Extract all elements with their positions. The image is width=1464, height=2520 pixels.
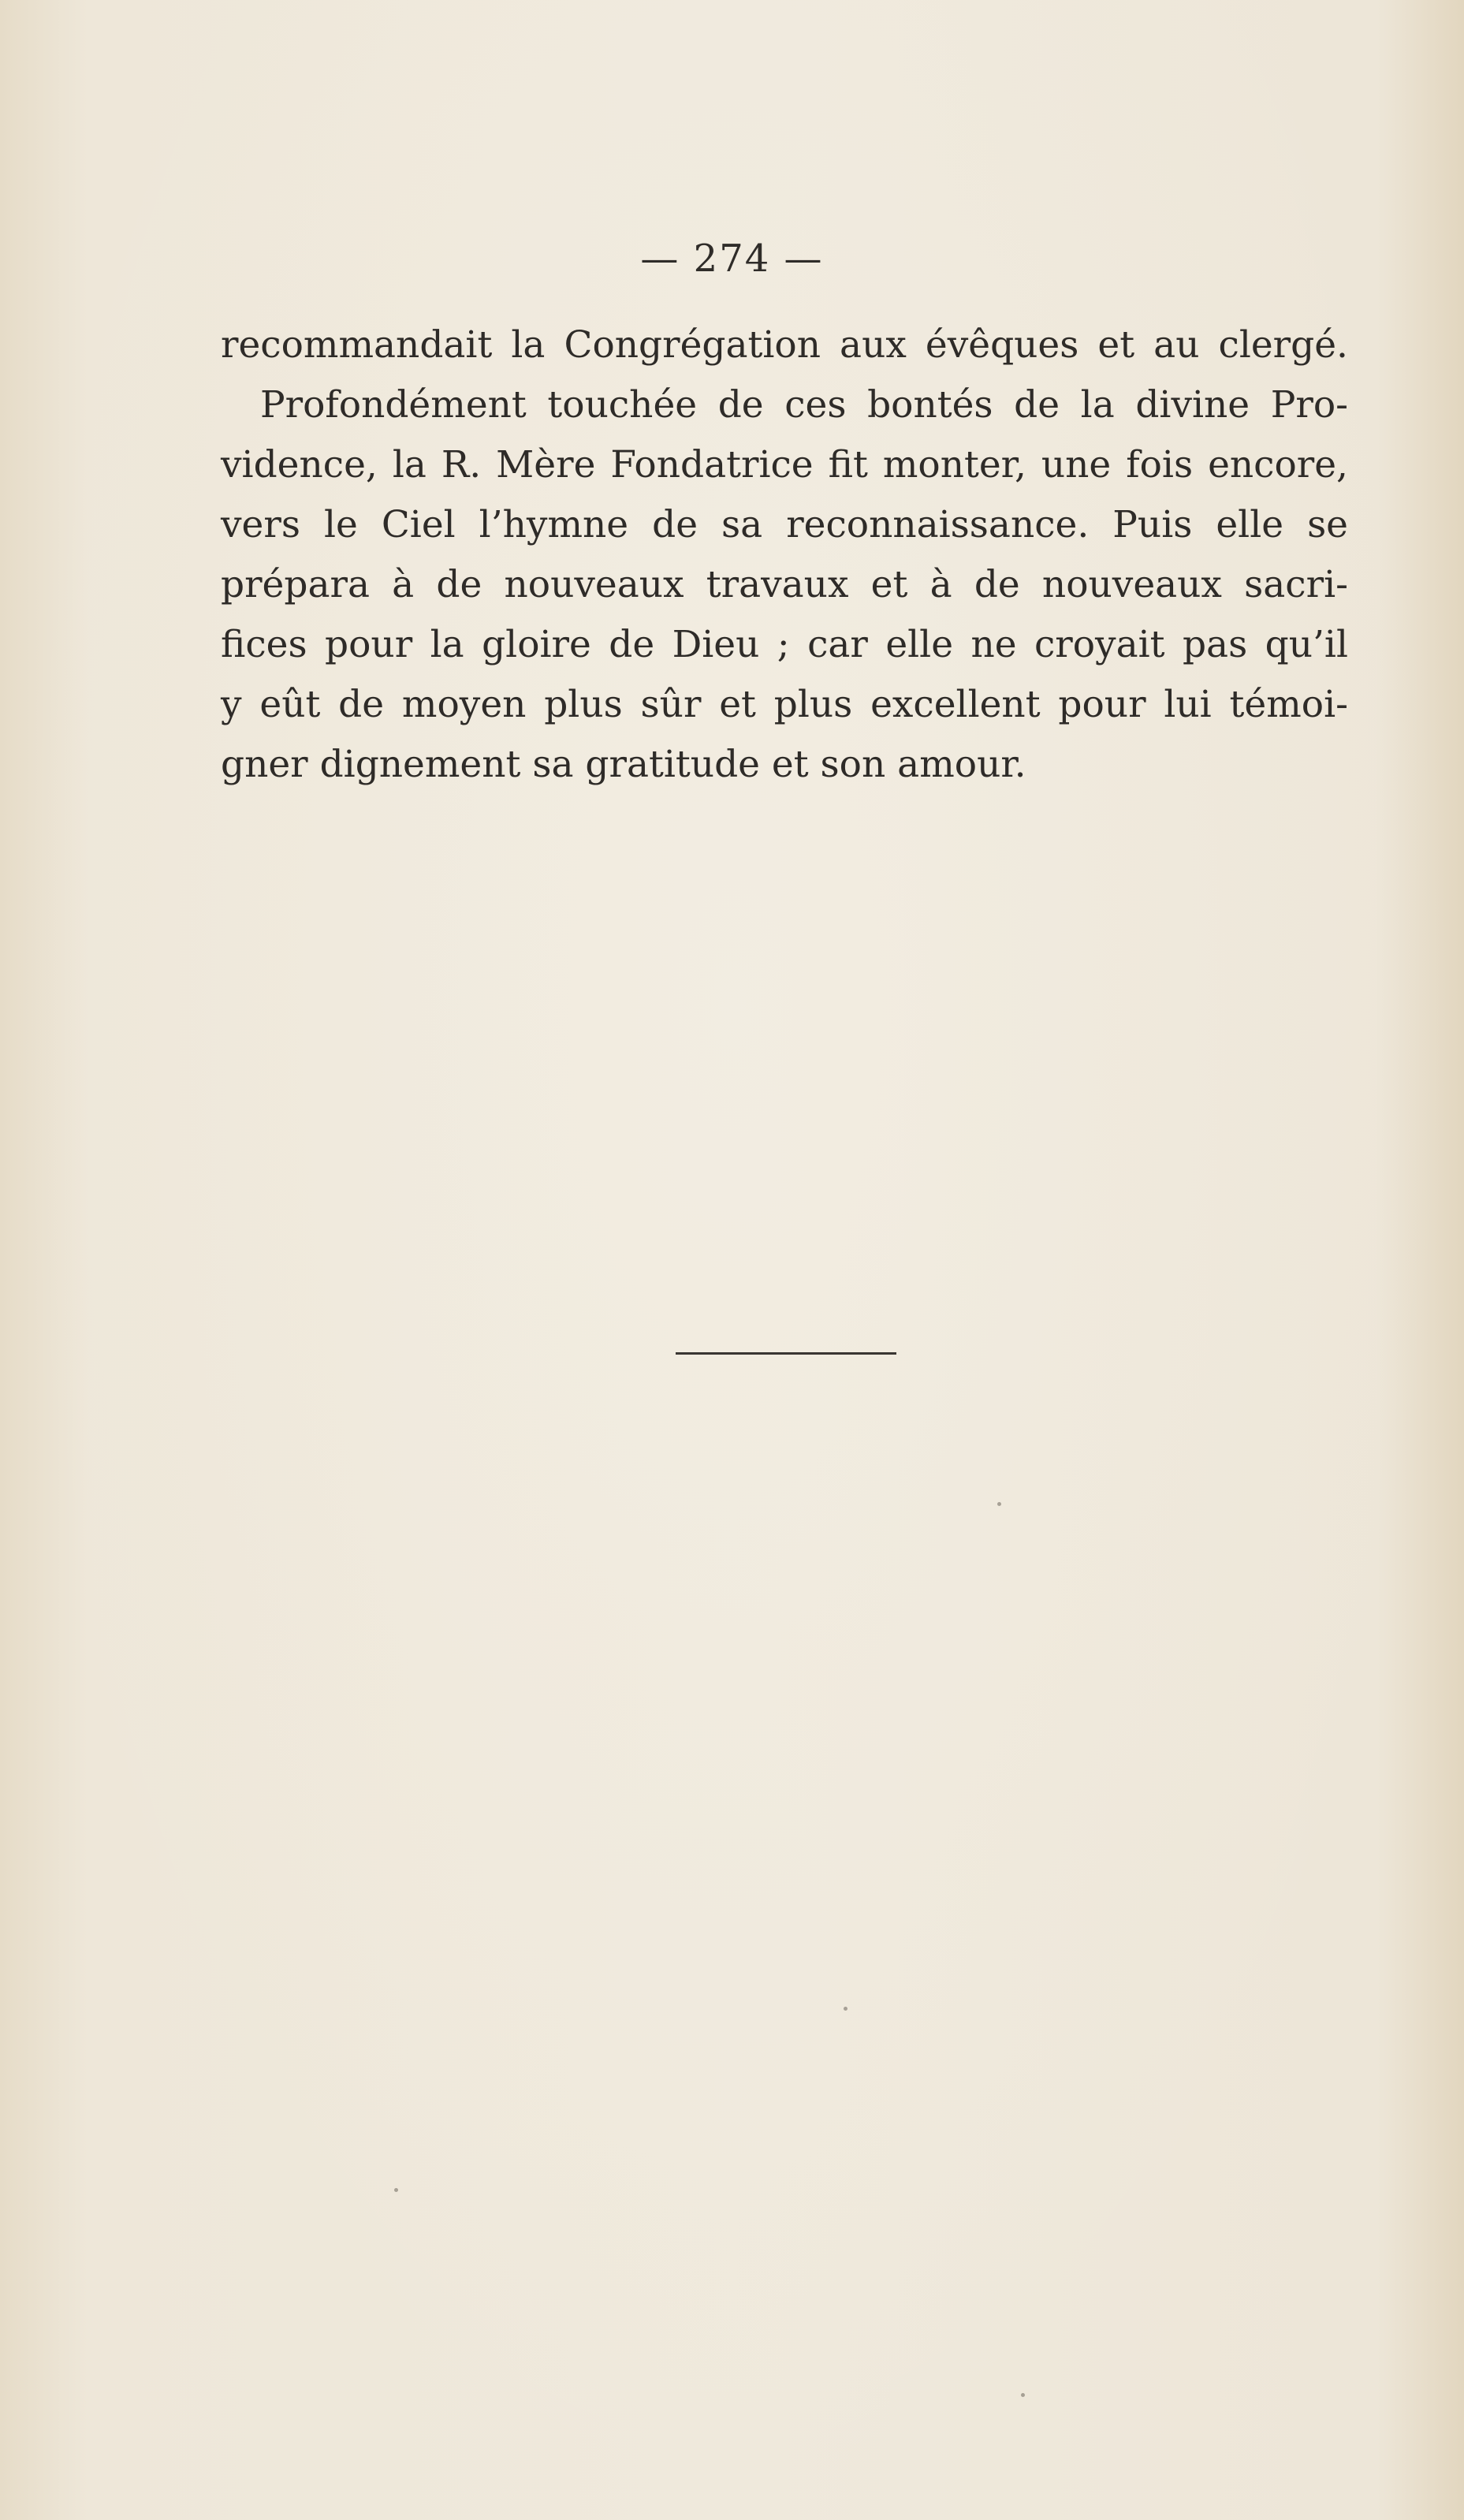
text-line: gner dignement sa gratitude et son amour. <box>221 743 1026 786</box>
paper-speck <box>844 2007 847 2011</box>
text-line: fices pour la gloire de Dieu ; car elle ne croyait pas qu’il <box>221 623 1348 666</box>
paper-speck <box>1021 2393 1025 2397</box>
paper-speck <box>394 2188 398 2192</box>
text-line: prépara à de nouveaux travaux et à de nouveaux sacri- <box>221 563 1348 606</box>
text-line: Profondément touchée de ces bontés de la divine Pro- <box>260 383 1348 427</box>
end-rule <box>676 1352 896 1355</box>
text-line: recommandait la Congrégation aux évêques et au clergé. <box>221 323 1348 367</box>
text-line: vers le Ciel l’hymne de sa reconnaissance. Puis elle se <box>221 503 1348 546</box>
body-text <box>221 315 1348 795</box>
text-line: y eût de moyen plus sûr et plus excellent pour lui témoi- <box>221 683 1348 726</box>
page-number: — 274 — <box>640 237 824 281</box>
paper-speck <box>997 1502 1001 1506</box>
text-line: vidence, la R. Mère Fondatrice fit monter, une fois encore, <box>221 443 1348 486</box>
